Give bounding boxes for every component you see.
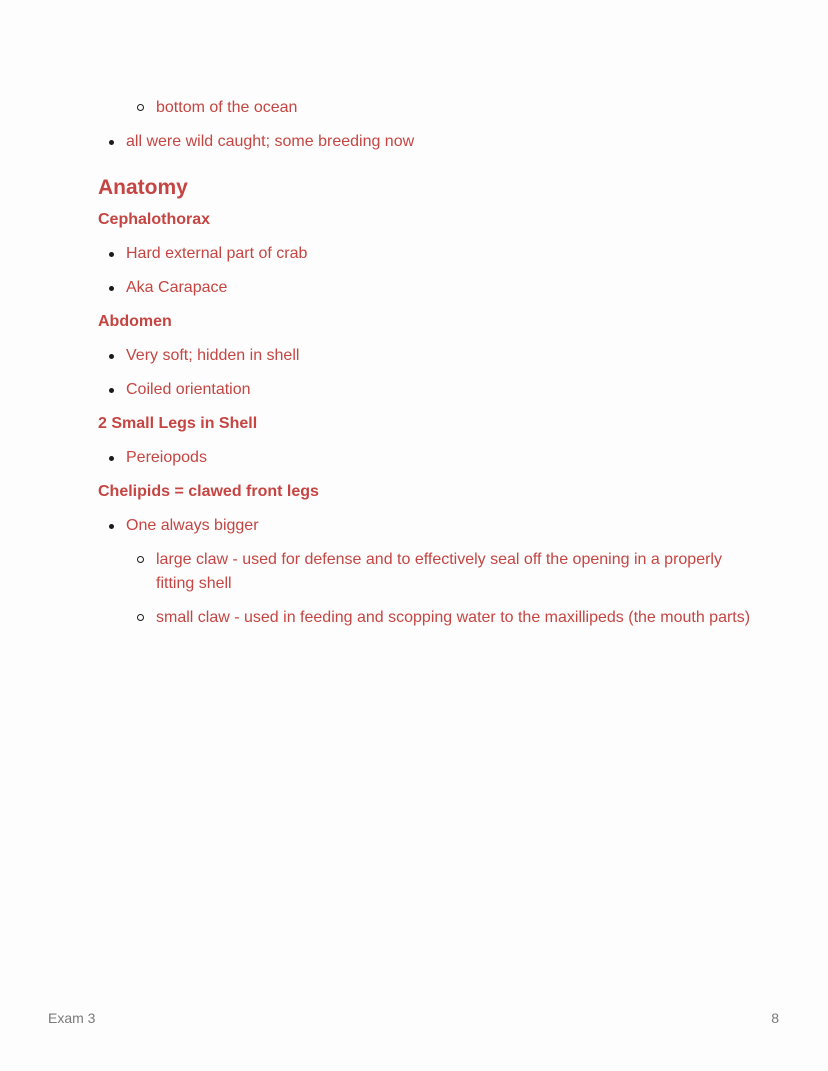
- list-item: [98, 514, 758, 538]
- circle-bullet-icon: [137, 614, 144, 621]
- list-item-text: all were wild caught; some breeding now: [126, 133, 415, 150]
- list-item: [98, 276, 758, 300]
- list-item: [98, 378, 758, 402]
- subsection-heading: Abdomen: [98, 313, 172, 330]
- list-item-text: One always bigger: [126, 517, 259, 534]
- disc-bullet-icon: [109, 456, 114, 461]
- disc-bullet-icon: [109, 524, 114, 529]
- list-item-text: large claw - used for defense and to effectively seal off the opening in a properly fitting shell: [156, 551, 722, 592]
- disc-bullet-icon: [109, 388, 114, 393]
- section-list: [98, 514, 758, 630]
- section-list: [98, 344, 758, 402]
- list-item: [98, 548, 758, 596]
- subsection-heading: Cephalothorax: [98, 211, 211, 228]
- page-content: [98, 96, 758, 640]
- disc-bullet-icon: [109, 140, 114, 145]
- disc-bullet-icon: [109, 354, 114, 359]
- list-item-text: Coiled orientation: [126, 381, 251, 398]
- list-item: [98, 130, 758, 154]
- list-item: [98, 446, 758, 470]
- list-item: [98, 242, 758, 266]
- disc-bullet-icon: [109, 286, 114, 291]
- list-item-text: Hard external part of crab: [126, 245, 308, 262]
- circle-bullet-icon: [137, 556, 144, 563]
- section-list: [98, 446, 758, 470]
- footer-title: Exam 3: [48, 1010, 96, 1026]
- list-item-text: Aka Carapace: [126, 279, 228, 296]
- circle-bullet-icon: [137, 104, 144, 111]
- list-item-text: bottom of the ocean: [156, 99, 298, 116]
- subsection-heading: 2 Small Legs in Shell: [98, 415, 258, 432]
- list-item-text: Very soft; hidden in shell: [126, 347, 300, 364]
- section-list: [98, 242, 758, 300]
- subsection-heading: Chelipids = clawed front legs: [98, 483, 319, 500]
- disc-bullet-icon: [109, 252, 114, 257]
- list-item: [98, 96, 758, 120]
- list-item-text: small claw - used in feeding and scopping water to the maxillipeds (the mouth parts): [156, 609, 751, 626]
- list-item: [98, 344, 758, 368]
- intro-list: [98, 96, 758, 154]
- list-item: [98, 606, 758, 630]
- list-item-text: Pereiopods: [126, 449, 207, 466]
- page-number: 8: [771, 1010, 779, 1026]
- section-heading: Anatomy: [98, 176, 188, 199]
